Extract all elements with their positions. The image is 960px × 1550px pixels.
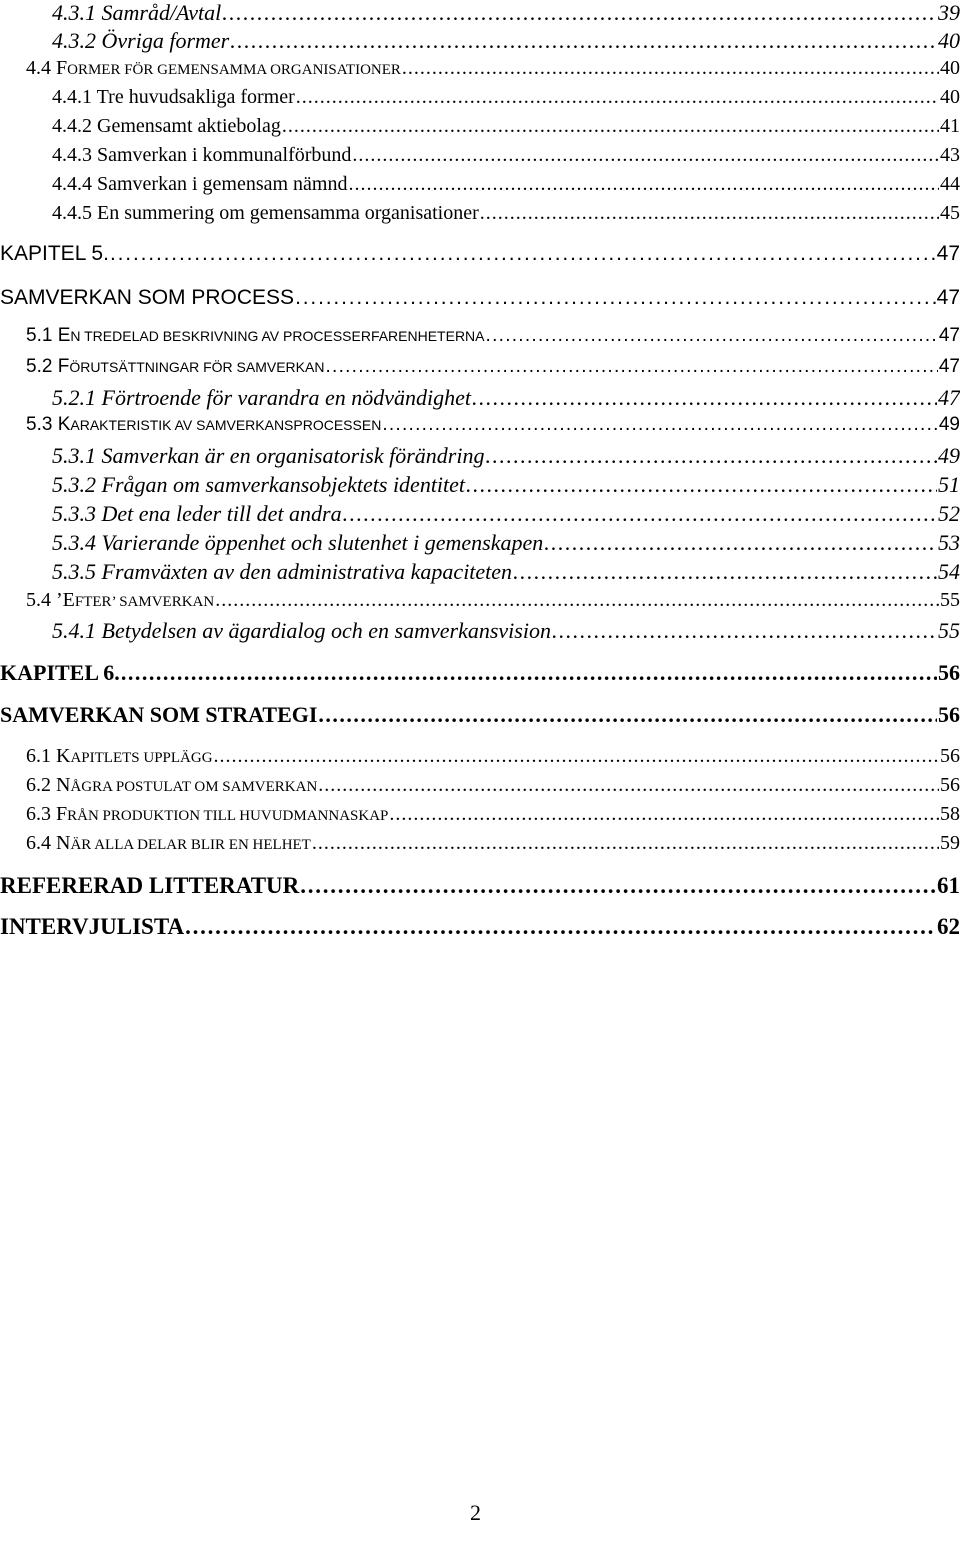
toc-entry-number: 6.4 N: [26, 832, 71, 854]
toc-entry: [52, 530, 960, 558]
toc-leader: [402, 57, 939, 80]
toc-entry-title: FTER’ SAMVERKAN: [74, 594, 215, 610]
toc-entry-number: 5.3 K: [26, 414, 71, 435]
toc-leader: [222, 0, 937, 26]
toc-entry-page: 49: [938, 414, 960, 435]
toc-entry-title: N TREDELAD BESKRIVNING AV PROCESSERFARENHETERNA: [70, 328, 485, 344]
toc-entry-number: 5.4 ’E: [26, 589, 75, 611]
toc-leader: [318, 702, 937, 728]
toc-leader: [472, 385, 937, 411]
toc-entry-label: [26, 325, 485, 347]
toc-entry-label: 5.3.4 Varierande öppenhet och slutenhet i gemenskapen: [52, 530, 544, 555]
toc-entry: [52, 173, 960, 201]
toc-entry: [52, 115, 960, 143]
toc-chapter: [0, 286, 960, 318]
toc-entry-label: [26, 774, 317, 797]
toc-entry-label: 5.4.1 Betydelsen av ägardialog och en samverkansvision: [52, 618, 551, 643]
toc-entry-number: 6.1 K: [26, 745, 71, 767]
toc-leader: [296, 86, 939, 109]
toc-leader: [312, 832, 939, 855]
toc-entry-page: 56: [940, 745, 960, 767]
toc-entry-title: APITLETS UPPLÄGG: [70, 750, 213, 766]
toc-entry-title: ORMER FÖR GEMENSAMMA ORGANISATIONER: [67, 62, 401, 78]
toc-leader: [485, 443, 937, 469]
toc-entry-label: 4.4.4 Samverkan i gemensam nämnd: [52, 173, 348, 195]
toc-entry-label: 5.2.1 Förtroende för varandra en nödvändighet: [52, 385, 471, 410]
toc-leader: [480, 202, 939, 225]
toc-entry-page: 47: [938, 325, 960, 346]
toc-leader: [300, 873, 936, 899]
toc-entry: [26, 745, 960, 773]
toc-leader: [110, 242, 936, 266]
toc-entry-page: 59: [940, 832, 960, 854]
toc-entry: [26, 589, 960, 617]
toc-entry-title: ÄR ALLA DELAR BLIR EN HELHET: [70, 837, 311, 853]
toc-entry-page: 40: [940, 86, 960, 108]
toc-leader: [318, 774, 939, 797]
toc-leader: [121, 660, 937, 686]
toc-entry-label: 4.3.1 Samråd/Avtal: [52, 0, 222, 25]
page-number: 2: [470, 1500, 481, 1525]
toc-entry: [52, 0, 960, 28]
toc-entry-label: [26, 589, 214, 612]
toc-entry: [52, 472, 960, 500]
toc-entry-page: 55: [940, 589, 960, 611]
toc-leader: [389, 803, 939, 826]
toc-entry-page: 43: [940, 144, 960, 166]
toc-leader: [282, 115, 939, 138]
toc-entry-page: 53: [938, 530, 960, 555]
toc-entry-page: 49: [938, 443, 960, 468]
toc-entry-number: 5.1 E: [26, 325, 71, 346]
toc-leader: [486, 325, 938, 347]
toc-entry-label: KAPITEL 5.: [0, 242, 109, 265]
toc-entry-label: [26, 414, 381, 436]
toc-leader: [215, 589, 939, 612]
toc-leader: [325, 356, 937, 378]
toc-entry-page: 56: [940, 774, 960, 796]
toc-leader: [513, 559, 937, 585]
toc-entry-label: 4.4.1 Tre huvudsakliga former: [52, 86, 295, 108]
toc-leader: [544, 530, 937, 556]
toc-entry-page: 56: [938, 660, 960, 685]
toc-entry-page: 40: [938, 28, 960, 53]
toc-entry-label: KAPITEL 6.: [0, 660, 120, 685]
toc-leader: [343, 501, 937, 527]
toc-entry-label: 4.4.2 Gemensamt aktiebolag: [52, 115, 281, 137]
toc-entry: [52, 28, 960, 56]
toc-entry-page: 58: [940, 803, 960, 825]
toc-entry-page: 44: [940, 173, 960, 195]
toc-entry-page: 61: [937, 873, 960, 898]
toc-leader: [214, 745, 939, 768]
toc-entry-page: 41: [940, 115, 960, 137]
toc-entry: [26, 774, 960, 802]
toc-entry: [52, 559, 960, 587]
toc-entry-page: 45: [940, 202, 960, 224]
toc-entry-title: ÅGRA POSTULAT OM SAMVERKAN: [70, 779, 318, 795]
toc-entry: [26, 325, 960, 353]
toc-entry-page: 52: [938, 501, 960, 526]
toc-entry: [52, 618, 960, 646]
toc-entry-page: 47: [938, 356, 960, 377]
toc-entry-label: [26, 356, 324, 378]
toc-entry-page: 55: [938, 618, 960, 643]
toc-entry-title: RÅN PRODUKTION TILL HUVUDMANNASKAP: [67, 808, 389, 824]
toc-entry-number: 5.2 F: [26, 356, 70, 377]
toc-chapter: [0, 702, 960, 734]
toc-leader: [230, 28, 937, 54]
toc-entry-page: 47: [938, 385, 960, 410]
toc-entry-page: 62: [937, 914, 960, 939]
toc-entry: [26, 414, 960, 442]
toc-entry-title: ÖRUTSÄTTNINGAR FÖR SAMVERKAN: [69, 359, 325, 375]
toc-entry-label: 5.3.3 Det ena leder till det andra: [52, 501, 342, 526]
toc-entry: [52, 501, 960, 529]
toc-entry-page: 47: [936, 242, 960, 265]
toc-entry-label: [26, 745, 213, 768]
toc-entry-label: 5.3.1 Samverkan är en organisatorisk förändring: [52, 443, 485, 468]
toc-entry: [52, 144, 960, 172]
toc-entry: [26, 832, 960, 860]
toc-entry-label: 4.4.5 En summering om gemensamma organisationer: [52, 202, 479, 224]
toc-chapter: [0, 660, 960, 692]
toc-entry-page: 47: [936, 286, 960, 309]
toc-entry-page: 51: [938, 472, 960, 497]
toc-entry-page: 39: [938, 0, 960, 25]
toc-leader: [295, 286, 936, 310]
toc-entry-number: 6.2 N: [26, 774, 71, 796]
toc-entry-label: SAMVERKAN SOM STRATEGI: [0, 702, 318, 727]
toc-entry-label: [26, 803, 388, 826]
toc-chapter: [0, 242, 960, 274]
toc-leader: [349, 173, 940, 196]
toc-leader: [352, 144, 939, 167]
toc-leader: [185, 914, 936, 940]
toc-entry: [26, 57, 960, 85]
toc-entry-title: ARAKTERISTIK AV SAMVERKANSPROCESSEN: [70, 417, 382, 433]
toc-entry-label: [26, 832, 311, 855]
toc-entry: [52, 443, 960, 471]
toc-entry: [52, 86, 960, 114]
toc-entry: [52, 385, 960, 413]
toc-entry: [52, 202, 960, 230]
toc-entry-number: 4.4 F: [26, 57, 68, 79]
toc-chapter: [0, 873, 960, 905]
toc-entry-label: [26, 57, 401, 80]
toc-entry: [26, 356, 960, 384]
toc-entry: [26, 803, 960, 831]
toc-entry-label: INTERVJULISTA: [0, 914, 185, 939]
toc-entry-page: 56: [938, 702, 960, 727]
toc-leader: [382, 414, 938, 436]
toc-chapter: [0, 914, 960, 946]
toc-entry-label: SAMVERKAN SOM PROCESS: [0, 286, 295, 309]
toc-entry-number: 6.3 F: [26, 803, 68, 825]
toc-entry-page: 40: [940, 57, 960, 79]
toc-leader: [552, 618, 937, 644]
toc-entry-label: 4.3.2 Övriga former: [52, 28, 230, 53]
toc-entry-page: 54: [938, 559, 960, 584]
toc-entry-label: 5.3.5 Framväxten av den administrativa kapaciteten: [52, 559, 513, 584]
toc-entry-label: 4.4.3 Samverkan i kommunalförbund: [52, 144, 352, 166]
toc-leader: [466, 472, 937, 498]
toc-entry-label: REFERERAD LITTERATUR: [0, 873, 300, 898]
toc-entry-label: 5.3.2 Frågan om samverkansobjektets identitet: [52, 472, 466, 497]
